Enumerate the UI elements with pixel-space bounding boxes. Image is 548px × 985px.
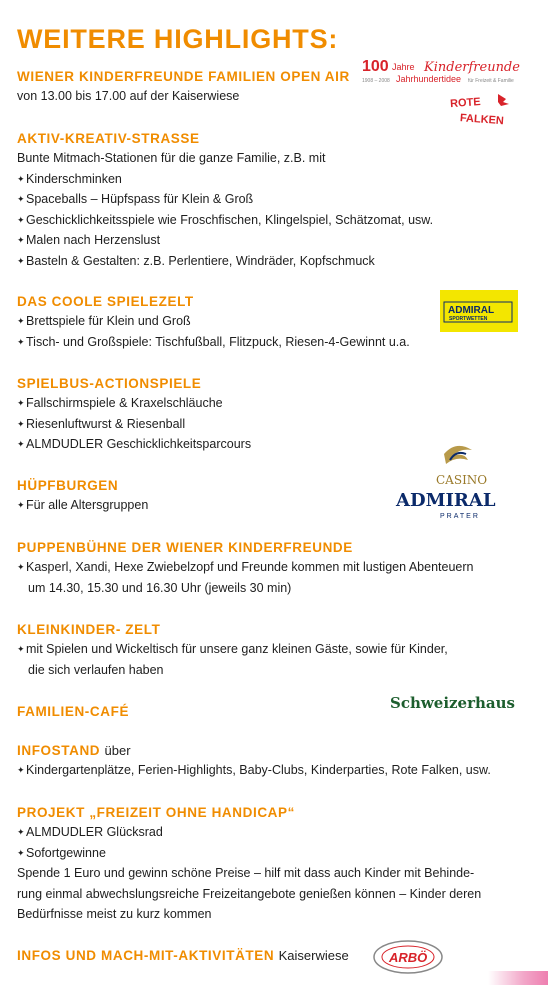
paragraph-line: Spende 1 Euro und gewinn schöne Preise – hilf mit dass auch Kinder mit Behinde- bbox=[17, 866, 475, 880]
decorative-corner bbox=[488, 971, 548, 985]
section-aktiv-kreativ bbox=[17, 130, 537, 271]
section-kleinkinder-zelt bbox=[17, 621, 537, 680]
section-title: KLEINKINDER- ZELT bbox=[17, 622, 161, 637]
logo-text: ARBÖ bbox=[389, 950, 428, 965]
section-title: HÜPFBURGEN bbox=[17, 478, 119, 493]
bullet-icon: ✦ bbox=[17, 418, 25, 429]
logo-line: ADMIRAL bbox=[448, 305, 495, 316]
list-item: ✦ Sofortgewinne bbox=[17, 843, 537, 864]
bullet-icon: ✦ bbox=[17, 235, 25, 245]
kinderfreunde-100-logo bbox=[358, 54, 520, 90]
list-item: ✦ Spaceballs – Hüpfspass für Klein & Groß bbox=[17, 189, 537, 210]
list-item: ✦ Malen nach Herzenslust bbox=[17, 230, 537, 251]
paragraph-line: Bedürfnisse meist zu kurz kommen bbox=[17, 907, 212, 921]
section-infostand bbox=[17, 742, 537, 781]
bullet-icon: ✦ bbox=[17, 214, 25, 225]
logo-word: Jahre bbox=[392, 62, 415, 72]
paragraph-line: rung einmal abwechslungsreiche Freizeitangebote genießen können – Kinder deren bbox=[17, 886, 482, 901]
list-item: ✦ Geschicklichkeitsspiele wie Froschfischen, Klingelspiel, Schätzomat, usw. bbox=[17, 210, 537, 231]
section-puppenbuehne bbox=[17, 539, 537, 598]
section-title: SPIELBUS-ACTIONSPIELE bbox=[17, 376, 202, 391]
rote-falken-logo bbox=[446, 90, 520, 130]
list-item: ✦ Basteln & Gestalten: z.B. Perlentiere, Windräder, Kopfschmuck bbox=[17, 251, 537, 272]
section-title: PROJEKT „FREIZEIT OHNE HANDICAP“ bbox=[17, 805, 295, 820]
section-title: AKTIV-KREATIV-STRASSE bbox=[17, 131, 200, 146]
crest-icon bbox=[444, 446, 472, 464]
bullet-icon: ✦ bbox=[17, 173, 25, 184]
list-item: ✦ ALMDUDLER Glücksrad bbox=[17, 822, 537, 843]
logo-line: ROTE bbox=[449, 95, 482, 111]
falcon-icon bbox=[498, 94, 509, 106]
logo-line: ADMIRAL bbox=[396, 490, 496, 511]
admiral-sportwetten-logo bbox=[440, 290, 518, 332]
list-item: ✦ Tisch- und Großspiele: Tischfußball, Flitzpuck, Riesen-4-Gewinnt u.a. bbox=[17, 332, 537, 353]
arboe-logo bbox=[372, 938, 444, 976]
bullet-icon: ✦ bbox=[17, 562, 25, 572]
section-title: INFOS UND MACH-MIT-AKTIVITÄTEN Kaiserwiese bbox=[17, 948, 349, 963]
logo-number: 100 bbox=[362, 58, 389, 75]
section-title: FAMILIEN-CAFÉ bbox=[17, 704, 130, 719]
bullet-icon: ✦ bbox=[17, 827, 25, 837]
page-title: WEITERE HIGHLIGHTS: bbox=[17, 24, 339, 54]
list-item-continuation: um 14.30, 15.30 und 16.30 Uhr (jeweils 30 min) bbox=[28, 580, 292, 595]
schweizerhaus-logo bbox=[388, 690, 518, 716]
logo-sub: für Freizeit & Familie bbox=[468, 78, 514, 84]
bullet-icon: ✦ bbox=[17, 255, 25, 266]
list-item: ✦ Kindergartenplätze, Ferien-Highlights, Baby-Clubs, Kinderparties, Rote Falken, usw. bbox=[17, 760, 537, 781]
list-item: ✦ Kasperl, Xandi, Hexe Zwiebelzopf und Freunde kommen mit lustigen Abenteuern bbox=[17, 557, 537, 578]
bullet-icon: ✦ bbox=[17, 500, 25, 510]
list-item: ✦ Riesenluftwurst & Riesenball bbox=[17, 414, 537, 435]
logo-sub: Jahrhundertidee bbox=[396, 74, 462, 84]
bullet-icon: ✦ bbox=[17, 847, 25, 858]
section-freizeit-ohne-handicap bbox=[17, 804, 537, 925]
section-text: Bunte Mitmach-Stationen für die ganze Familie, z.B. mit bbox=[17, 151, 326, 165]
logo-script: Kinderfreunde bbox=[424, 60, 520, 75]
section-title: INFOSTAND über bbox=[17, 743, 131, 758]
section-infos-mach-mit bbox=[17, 947, 537, 965]
bullet-icon: ✦ bbox=[17, 439, 25, 449]
bullet-icon: ✦ bbox=[17, 398, 25, 408]
bullet-icon: ✦ bbox=[17, 336, 25, 347]
bullet-icon: ✦ bbox=[17, 644, 25, 654]
list-item: ✦ ALMDUDLER Geschicklichkeitsparcours bbox=[17, 434, 537, 455]
section-text: von 13.00 bis 17.00 auf der Kaiserwiese bbox=[17, 89, 240, 103]
section-title: DAS COOLE SPIELEZELT bbox=[17, 294, 194, 309]
list-item: ✦ Für alle Altersgruppen bbox=[17, 495, 537, 516]
logo-line: FALKEN bbox=[459, 112, 505, 128]
logo-sub: 1908 – 2008 bbox=[362, 78, 390, 84]
casino-admiral-logo bbox=[394, 442, 518, 522]
section-title: WIENER KINDERFREUNDE FAMILIEN OPEN AIR bbox=[17, 69, 350, 84]
section-title-suffix: Kaiserwiese bbox=[278, 948, 349, 963]
list-item: ✦ mit Spielen und Wickeltisch für unsere ganz kleinen Gäste, sowie für Kinder, bbox=[17, 639, 537, 660]
list-item: ✦ Kinderschminken bbox=[17, 169, 537, 190]
section-title-suffix: über bbox=[104, 743, 131, 758]
list-item-continuation: die sich verlaufen haben bbox=[28, 662, 164, 677]
logo-line: CASINO bbox=[436, 473, 488, 487]
section-title: PUPPENBÜHNE DER WIENER KINDERFREUNDE bbox=[17, 540, 353, 555]
bullet-icon: ✦ bbox=[17, 316, 25, 326]
bullet-icon: ✦ bbox=[17, 765, 25, 775]
logo-text: Schweizerhaus bbox=[390, 694, 515, 712]
logo-line: PRATER bbox=[440, 513, 480, 520]
bullet-icon: ✦ bbox=[17, 194, 25, 204]
logo-line: SPORTWETTEN bbox=[449, 316, 488, 322]
list-item: ✦ Brettspiele für Klein und Groß bbox=[17, 311, 537, 332]
list-item: ✦ Fallschirmspiele & Kraxelschläuche bbox=[17, 393, 537, 414]
